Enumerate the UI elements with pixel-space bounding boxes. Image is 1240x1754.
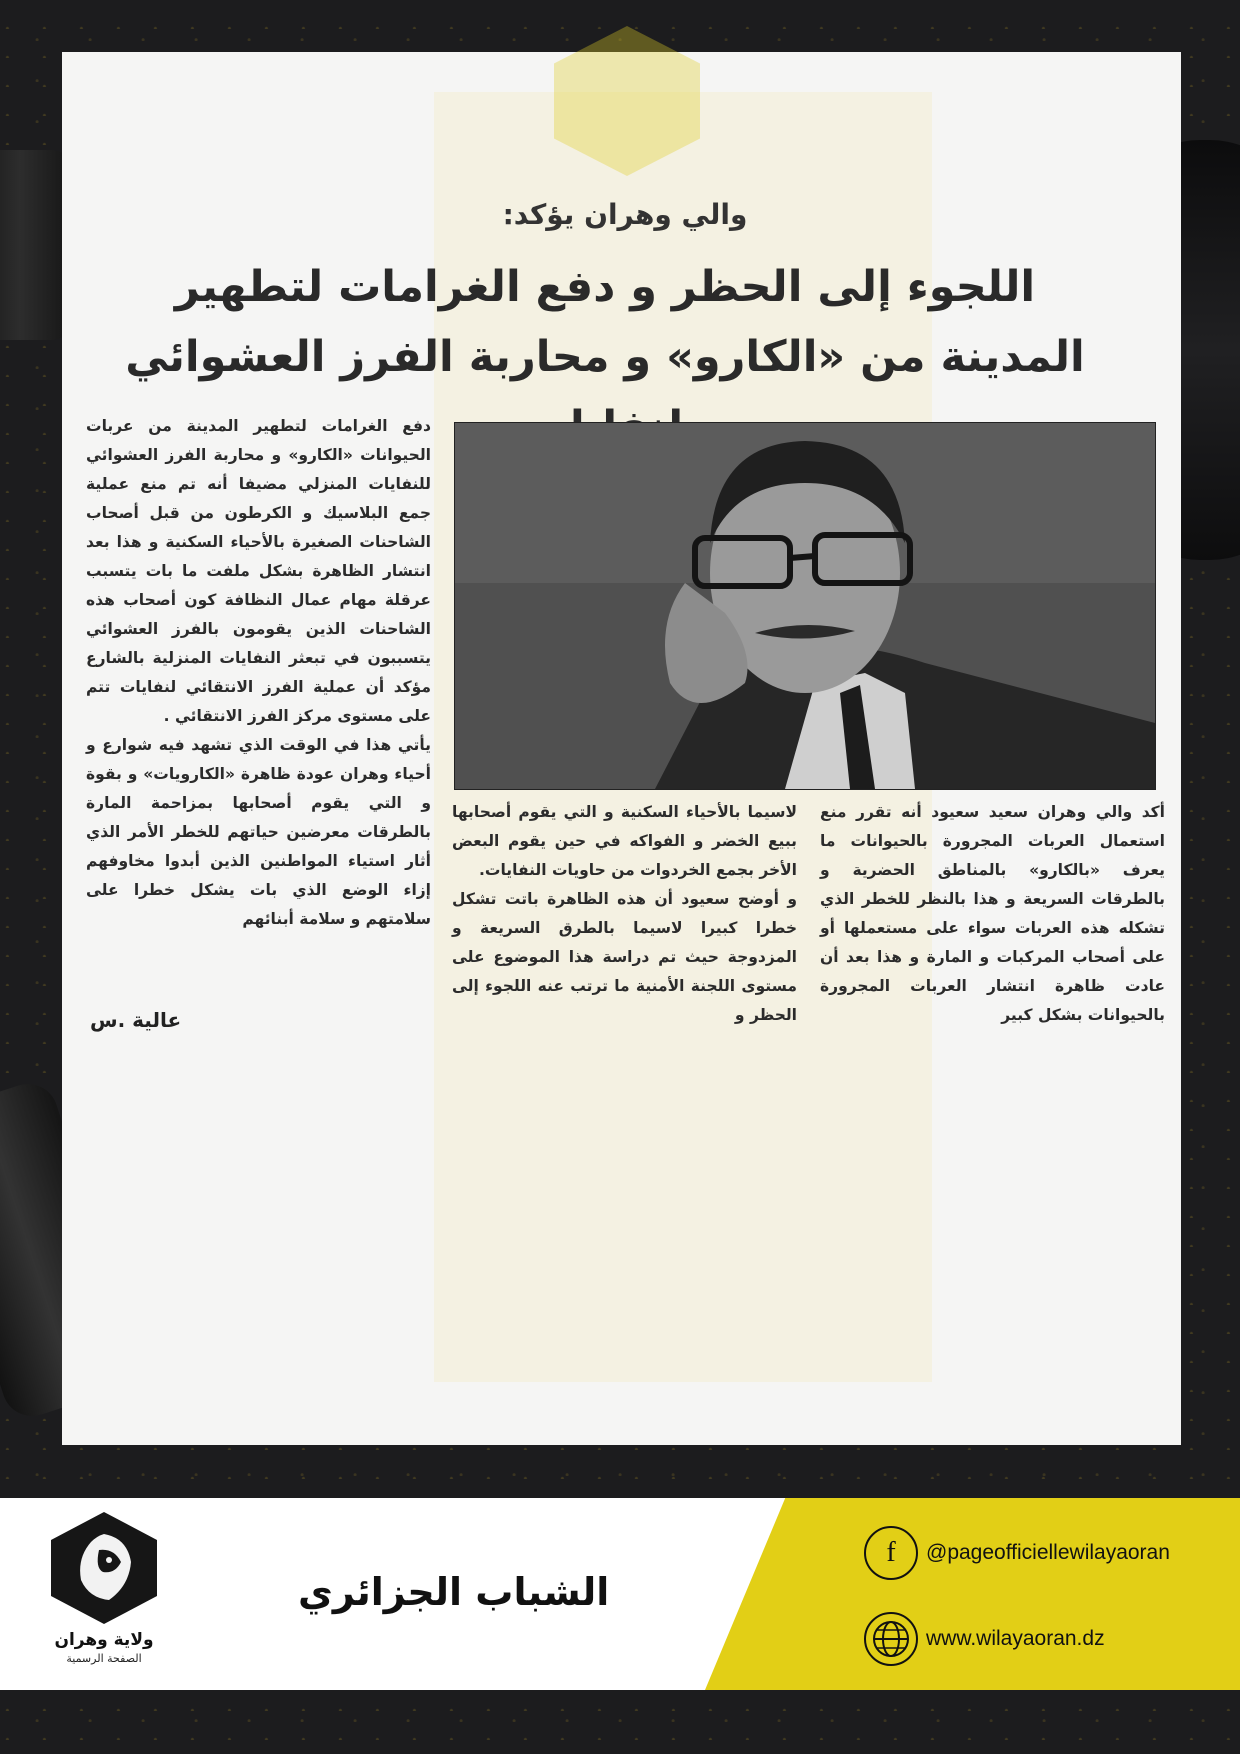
wilaya-logo <box>44 1512 164 1682</box>
article-kicker: والي وهران يؤكد: <box>502 198 748 231</box>
article-paragraph: أكد والي وهران سعيد سعيود أنه تقرر منع استعمال العربات المجرورة بالحيوانات ما يعرف «بالكارو» بالمناطق الحضرية و بالطرقات السريعة و هذا بالنظر للخطر الذي تشكله هذه العربات سواء على مستعملها أو على أصحاب المركبات و المارة و هذا بعد أن عادت ظاهرة انتشار العربات المجرورة بالحيوانات بشكل كبير <box>820 803 1165 1024</box>
lion-logo-icon <box>51 1512 157 1624</box>
article-column-right <box>820 798 1165 1030</box>
portrait-image <box>455 423 1155 789</box>
article-photo <box>454 422 1156 790</box>
facebook-icon: f <box>864 1526 918 1580</box>
globe-icon <box>864 1612 918 1666</box>
article-column-left <box>86 412 431 934</box>
logo-title: ولاية وهران <box>54 1630 154 1650</box>
website-url[interactable]: www.wilayaoran.dz <box>926 1627 1105 1650</box>
article-paragraph: و أوضح سعيود أن هذه الظاهرة باتت تشكل خطرا كبيرا لاسيما بالطرق السريعة و المزدوجة حيث تم دراسة هذا الموضوع على مستوى اللجنة الأمنية ما ترتب عنه اللجوء إلى الحظر و <box>452 890 797 1024</box>
newspaper-clipping <box>80 190 1170 1040</box>
logo-subtitle: الصفحة الرسمية <box>66 1652 142 1665</box>
article-headline: اللجوء إلى الحظر و دفع الغرامات لتطهير المدينة من «الكارو» و محاربة الفرز العشوائي <box>125 262 1085 382</box>
website-link[interactable] <box>864 1612 1105 1666</box>
facebook-link[interactable] <box>864 1526 1170 1580</box>
article-paragraph: يأتي هذا في الوقت الذي تشهد فيه شوارع و أحياء وهران عودة ظاهرة «الكارويات» و بقوة و التي يقوم أصحابها بمزاحمة المارة بالطرقات معرضين حياتهم للخطر الأمر الذي أثار استياء المواطنين الذين أبدوا مخاوفهم إزاء الوضع الذي بات يشكل خطرا على سلامتهم و سلامة أبنائهم <box>86 736 431 928</box>
footer-banner <box>0 1498 1240 1690</box>
newspaper-source-name: الشباب الجزائري <box>298 1570 610 1614</box>
article-paragraph: دفع الغرامات لتطهير المدينة من عربات الحيوانات «الكارو» و محاربة الفرز العشوائي للنفايات المنزلي مضيفا أنه تم منع عملية جمع البلاسيك و الكرطون من قبل أصحاب الشاحنات الصغيرة بالأحياء السكنية و هذا بعد انتشار الظاهرة بشكل ملفت ما بات يتسبب عرقلة مهام عمال النظافة كون أصحاب هذه الشاحنات الذين يقومون بالفرز العشوائي يتسببون في تبعثر النفايات المنزلية بالشارع مؤكد أن عملية الفرز الانتقائي لنفايات تتم على مستوى مركز الفرز الانتقائي . <box>86 417 431 725</box>
article-byline: عالية .س <box>90 1008 182 1032</box>
facebook-handle[interactable]: @pageofficiellewilayaoran <box>926 1541 1170 1564</box>
article-column-middle <box>452 798 797 1030</box>
article-paragraph: لاسيما بالأحياء السكنية و التي يقوم أصحابها ببيع الخضر و الفواكه في حين يقوم البعض الأخر بجمع الخردوات من حاويات النفايات. <box>452 803 797 879</box>
